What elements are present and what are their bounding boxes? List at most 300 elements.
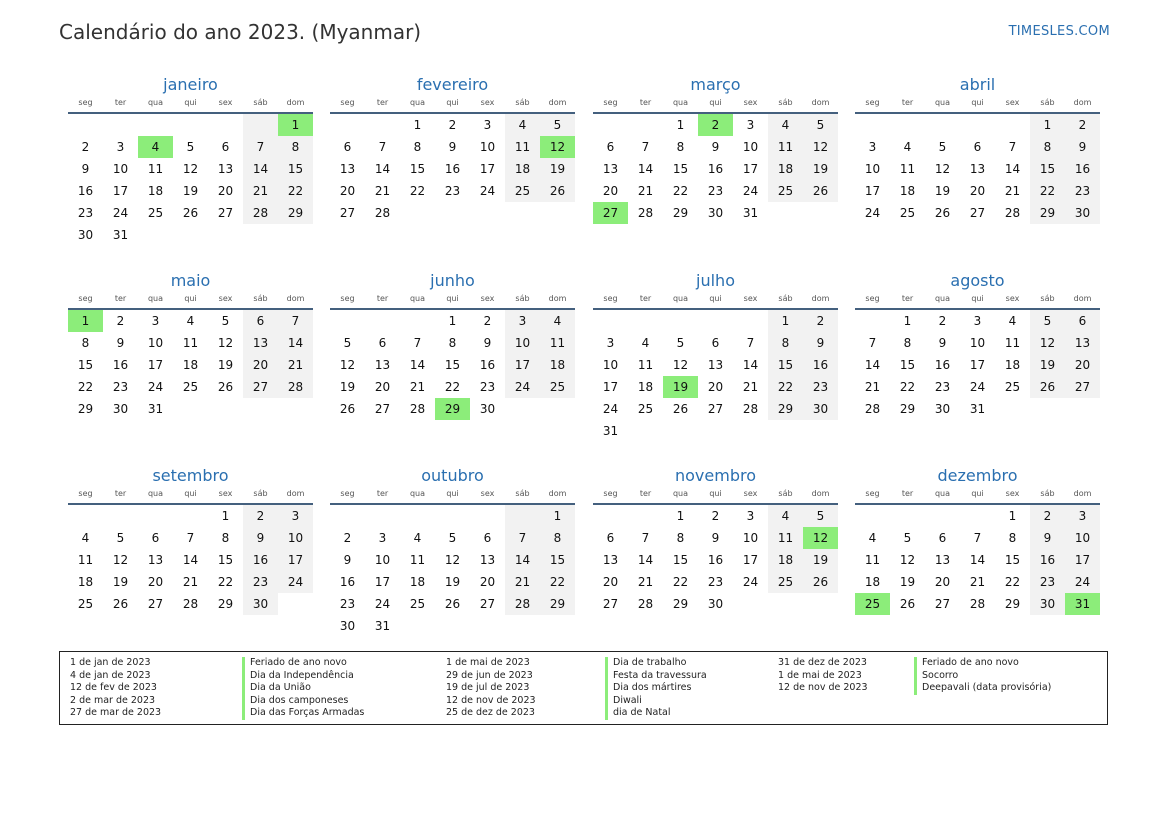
legend-holiday-name: Dia de trabalho [613,657,687,668]
weekday-label: qua [934,489,951,498]
day-grid [855,505,1100,615]
day-cell: 2 [803,310,838,332]
day-cell: 27 [479,597,496,611]
weekday-label: sáb [1040,489,1055,498]
day-cell: 7 [243,136,278,158]
day-cell: 22 [768,376,803,398]
day-cell: 28 [243,202,278,224]
weekday-label: seg [865,489,880,498]
day-cell: 4 [768,114,803,136]
weekday-label: sex [218,294,233,303]
empty-day-cell [330,310,365,332]
day-cell: 11 [637,358,654,372]
day-cell: 12 [182,162,199,176]
weekday-label: dom [1073,489,1092,498]
legend-holiday-name: Dia das Forças Armadas [250,707,365,719]
day-cell: 27 [602,597,619,611]
day-cell: 16 [707,553,724,567]
day-cell: 28 [864,402,881,416]
day-cell: 19 [899,575,916,589]
day-cell: 26 [339,402,356,416]
day-cell: 6 [711,336,720,350]
day-cell: 14 [742,358,759,372]
day-cell: 13 [934,553,951,567]
day-cell: 28 [969,597,986,611]
weekday-label: qua [147,294,164,303]
weekday-label: ter [114,489,127,498]
legend-holiday-name: Feriado de ano novo [922,657,1019,668]
day-cell: 5 [448,531,457,545]
day-cell: 15 [672,553,689,567]
day-cell: 24 [602,402,619,416]
day-cell: 20 [602,575,619,589]
day-cell: 12 [444,553,461,567]
day-cell: 16 [1030,549,1065,571]
day-cell: 13 [602,162,619,176]
weekday-label: seg [78,294,93,303]
weekday-label: sáb [515,98,530,107]
brand-link[interactable]: TIMESLES.COM [1008,24,1110,39]
day-cell: 6 [606,531,615,545]
day-cell: 17 [742,162,759,176]
day-cell: 31 [969,402,986,416]
day-cell: 22 [1030,180,1065,202]
day-cell: 8 [676,531,685,545]
day-cell: 27 [243,376,278,398]
day-cell: 16 [112,358,129,372]
empty-day-cell [628,114,663,136]
day-cell: 25 [147,206,164,220]
day-cell: 30 [77,228,94,242]
day-cell: 24 [112,206,129,220]
empty-day-cell [103,505,138,527]
day-cell: 13 [147,553,164,567]
day-cell: 4 [768,505,803,527]
day-cell: 13 [969,162,986,176]
weekday-label: seg [865,294,880,303]
weekday-label: sex [480,489,495,498]
weekday-label: sáb [253,98,268,107]
day-cell: 30 [1030,593,1065,615]
day-cell: 7 [641,140,650,154]
weekday-label: ter [901,489,914,498]
day-cell: 4 [868,531,877,545]
day-cell: 24 [742,575,759,589]
weekday-label: qui [184,294,197,303]
empty-day-cell [330,114,365,136]
day-cell: 26 [672,402,689,416]
day-cell: 25 [182,380,199,394]
day-cell: 30 [1065,202,1100,224]
day-cell: 4 [540,310,575,332]
empty-day-cell [208,114,243,136]
day-cell: 15 [217,553,234,567]
day-cell: 26 [540,180,575,202]
day-cell: 4 [81,531,90,545]
weekday-label: ter [901,294,914,303]
day-cell: 17 [278,549,313,571]
day-cell: 22 [278,180,313,202]
day-cell: 22 [217,575,234,589]
empty-day-cell [400,310,435,332]
legend-holiday-name: Socorro [922,669,959,681]
day-cell: 3 [606,336,615,350]
weekday-label: seg [340,489,355,498]
day-cell: 25 [540,376,575,398]
month-junho [330,270,575,420]
month-name: março [690,75,741,94]
day-cell: 23 [444,184,461,198]
empty-day-cell [733,310,768,332]
legend-date: 12 de fev de 2023 [70,682,157,694]
legend-holiday-name: dia de Natal [613,707,671,719]
day-cell: 20 [374,380,391,394]
weekday-label: qui [709,98,722,107]
day-cell: 29 [672,597,689,611]
legend-holiday-name: Diwali [613,694,642,706]
weekday-label: ter [639,98,652,107]
weekday-label: sáb [778,98,793,107]
day-cell: 14 [969,553,986,567]
weekday-label: seg [340,98,355,107]
day-cell: 30 [339,619,356,633]
day-cell: 12 [899,553,916,567]
day-cell: 16 [1065,158,1100,180]
weekday-header [855,96,1100,114]
month-abril [855,74,1100,224]
day-cell: 24 [479,184,496,198]
day-cell: 18 [1004,358,1021,372]
day-cell: 12 [934,162,951,176]
month-name: agosto [950,271,1005,290]
day-cell: 28 [505,593,540,615]
day-cell: 20 [217,184,234,198]
day-cell: 17 [479,162,496,176]
day-cell: 8 [81,336,90,350]
legend-date: 1 de jan de 2023 [70,657,151,668]
weekday-label: seg [603,489,618,498]
weekday-label: qui [971,489,984,498]
empty-day-cell [365,114,400,136]
holiday-day-cell: 1 [278,114,313,136]
day-cell: 27 [1065,376,1100,398]
day-cell: 8 [278,136,313,158]
day-cell: 9 [81,162,90,176]
day-cell: 30 [479,402,496,416]
empty-day-cell [505,505,540,527]
day-cell: 21 [637,575,654,589]
day-cell: 20 [1065,354,1100,376]
day-cell: 14 [1004,162,1021,176]
day-cell: 19 [112,575,129,589]
day-cell: 28 [374,206,391,220]
day-cell: 5 [803,505,838,527]
month-name: julho [696,271,735,290]
day-cell: 3 [151,314,160,328]
weekday-label: seg [603,98,618,107]
day-cell: 24 [969,380,986,394]
holiday-day-cell: 19 [663,376,698,398]
day-cell: 6 [973,140,982,154]
month-name: abril [959,75,996,94]
holiday-day-cell: 2 [698,114,733,136]
day-cell: 17 [1065,549,1100,571]
weekday-label: qui [971,98,984,107]
day-cell: 3 [278,505,313,527]
day-cell: 1 [676,118,685,132]
day-cell: 5 [186,140,195,154]
day-cell: 9 [1065,136,1100,158]
day-cell: 26 [444,597,461,611]
month-maio [68,270,313,420]
weekday-label: qui [184,98,197,107]
day-cell: 5 [803,114,838,136]
empty-day-cell [960,114,995,136]
weekday-label: sáb [1040,98,1055,107]
day-cell: 28 [182,597,199,611]
month-name: setembro [152,466,229,485]
holiday-day-cell: 12 [803,527,838,549]
day-cell: 7 [973,531,982,545]
day-cell: 31 [374,619,391,633]
month-name: fevereiro [416,75,489,94]
weekday-label: sex [743,489,758,498]
day-grid [593,114,838,224]
day-cell: 7 [186,531,195,545]
day-cell: 2 [483,314,492,328]
day-cell: 5 [903,531,912,545]
day-cell: 12 [112,553,129,567]
empty-day-cell [243,114,278,136]
weekday-label: sáb [253,294,268,303]
day-grid [68,310,313,420]
legend-holiday-name: Deepavali (data provisória) [922,682,1052,694]
day-cell: 5 [116,531,125,545]
day-cell: 2 [81,140,90,154]
day-cell: 17 [742,553,759,567]
day-cell: 14 [505,549,540,571]
day-cell: 21 [278,354,313,376]
page-title: Calendário do ano 2023. (Myanmar) [59,20,422,44]
day-cell: 21 [243,180,278,202]
empty-day-cell [890,114,925,136]
weekday-label: dom [286,294,305,303]
weekday-label: dom [548,489,567,498]
day-cell: 30 [707,597,724,611]
day-cell: 4 [186,314,195,328]
day-cell: 18 [768,158,803,180]
weekday-label: qua [147,489,164,498]
day-cell: 14 [182,553,199,567]
day-cell: 3 [868,140,877,154]
weekday-label: qua [934,98,951,107]
day-cell: 5 [676,336,685,350]
day-cell: 27 [934,597,951,611]
day-cell: 2 [1030,505,1065,527]
day-cell: 2 [343,531,352,545]
weekday-label: dom [811,294,830,303]
empty-day-cell [173,114,208,136]
month-novembro [593,465,838,615]
month-name: janeiro [163,75,218,94]
day-cell: 4 [505,114,540,136]
day-cell: 1 [903,314,912,328]
day-grid [855,114,1100,224]
day-cell: 27 [217,206,234,220]
day-cell: 20 [147,575,164,589]
weekday-label: ter [114,294,127,303]
day-cell: 31 [112,228,129,242]
day-cell: 24 [278,571,313,593]
day-cell: 15 [278,158,313,180]
day-cell: 29 [1030,202,1065,224]
holiday-day-cell: 25 [855,593,890,615]
day-cell: 26 [934,206,951,220]
day-cell: 14 [637,553,654,567]
weekday-label: qua [409,294,426,303]
day-cell: 18 [147,184,164,198]
day-cell: 25 [77,597,94,611]
day-cell: 8 [676,140,685,154]
month-dezembro [855,465,1100,615]
month-outubro [330,465,575,637]
legend-date: 25 de dez de 2023 [446,707,535,719]
day-cell: 9 [448,140,457,154]
day-cell: 8 [903,336,912,350]
weekday-label: sáb [1040,294,1055,303]
day-cell: 10 [479,140,496,154]
day-cell: 20 [339,184,356,198]
legend-date: 4 de jan de 2023 [70,669,151,681]
day-cell: 1 [221,509,230,523]
weekday-label: qua [147,98,164,107]
day-cell: 14 [637,162,654,176]
day-grid [330,310,575,420]
weekday-header [68,487,313,505]
legend-date: 1 de mai de 2023 [778,669,862,681]
weekday-label: qui [971,294,984,303]
month-name: maio [170,271,211,290]
weekday-label: ter [901,98,914,107]
day-cell: 18 [864,575,881,589]
day-cell: 14 [864,358,881,372]
day-cell: 4 [413,531,422,545]
day-cell: 4 [1008,314,1017,328]
day-cell: 10 [505,332,540,354]
day-cell: 18 [77,575,94,589]
month-name: novembro [675,466,756,485]
day-cell: 16 [243,549,278,571]
day-cell: 11 [768,136,803,158]
weekday-label: sáb [253,489,268,498]
weekday-label: seg [340,294,355,303]
day-cell: 24 [505,376,540,398]
day-cell: 3 [973,314,982,328]
day-cell: 11 [505,136,540,158]
day-cell: 16 [479,358,496,372]
day-cell: 4 [903,140,912,154]
weekday-label: qui [709,294,722,303]
day-cell: 28 [278,376,313,398]
day-cell: 7 [278,310,313,332]
day-cell: 19 [540,158,575,180]
legend-dates-col-1 [70,657,161,720]
day-grid [330,114,575,224]
empty-day-cell [925,114,960,136]
empty-day-cell [593,505,628,527]
day-cell: 19 [803,549,838,571]
weekday-label: dom [811,98,830,107]
day-cell: 5 [938,140,947,154]
day-cell: 22 [1004,575,1021,589]
day-cell: 25 [899,206,916,220]
empty-day-cell [138,505,173,527]
day-cell: 24 [374,597,391,611]
day-cell: 2 [1065,114,1100,136]
weekday-label: qua [409,489,426,498]
weekday-label: sáb [778,294,793,303]
empty-day-cell [628,505,663,527]
day-cell: 20 [934,575,951,589]
weekday-label: sex [480,98,495,107]
day-cell: 25 [637,402,654,416]
day-cell: 7 [505,527,540,549]
day-cell: 19 [934,184,951,198]
day-cell: 16 [707,162,724,176]
legend-holiday-name: Dia dos mártires [613,682,692,694]
day-cell: 3 [378,531,387,545]
day-cell: 26 [112,597,129,611]
holiday-day-cell: 1 [68,310,103,332]
day-cell: 6 [483,531,492,545]
day-cell: 31 [742,206,759,220]
day-cell: 4 [641,336,650,350]
day-cell: 22 [444,380,461,394]
weekday-label: sex [480,294,495,303]
legend-holiday-name: Dia da União [250,682,311,694]
weekday-label: dom [1073,294,1092,303]
legend-holiday-name: Dia da Independência [250,669,354,681]
day-cell: 10 [374,553,391,567]
day-cell: 15 [899,358,916,372]
legend-date: 27 de mar de 2023 [70,707,162,719]
weekday-header [68,292,313,310]
day-cell: 3 [483,118,492,132]
legend-date: 2 de mar de 2023 [70,694,156,706]
day-cell: 23 [339,597,356,611]
day-cell: 26 [182,206,199,220]
day-cell: 7 [868,336,877,350]
weekday-label: dom [811,489,830,498]
weekday-label: ter [376,489,389,498]
day-cell: 27 [147,597,164,611]
holiday-day-cell: 29 [435,398,470,420]
legend-holiday-name: Feriado de ano novo [250,657,347,668]
weekday-label: qua [409,98,426,107]
legend-dates-col-2 [446,657,536,720]
day-cell: 28 [1004,206,1021,220]
weekday-header [68,96,313,114]
legend-date: 19 de jul de 2023 [446,682,530,694]
day-cell: 21 [182,575,199,589]
day-cell: 8 [413,140,422,154]
legend-names-col-1 [242,657,364,720]
day-cell: 21 [637,184,654,198]
weekday-label: qui [446,294,459,303]
weekday-header [330,96,575,114]
day-cell: 9 [711,140,720,154]
month-setembro [68,465,313,615]
